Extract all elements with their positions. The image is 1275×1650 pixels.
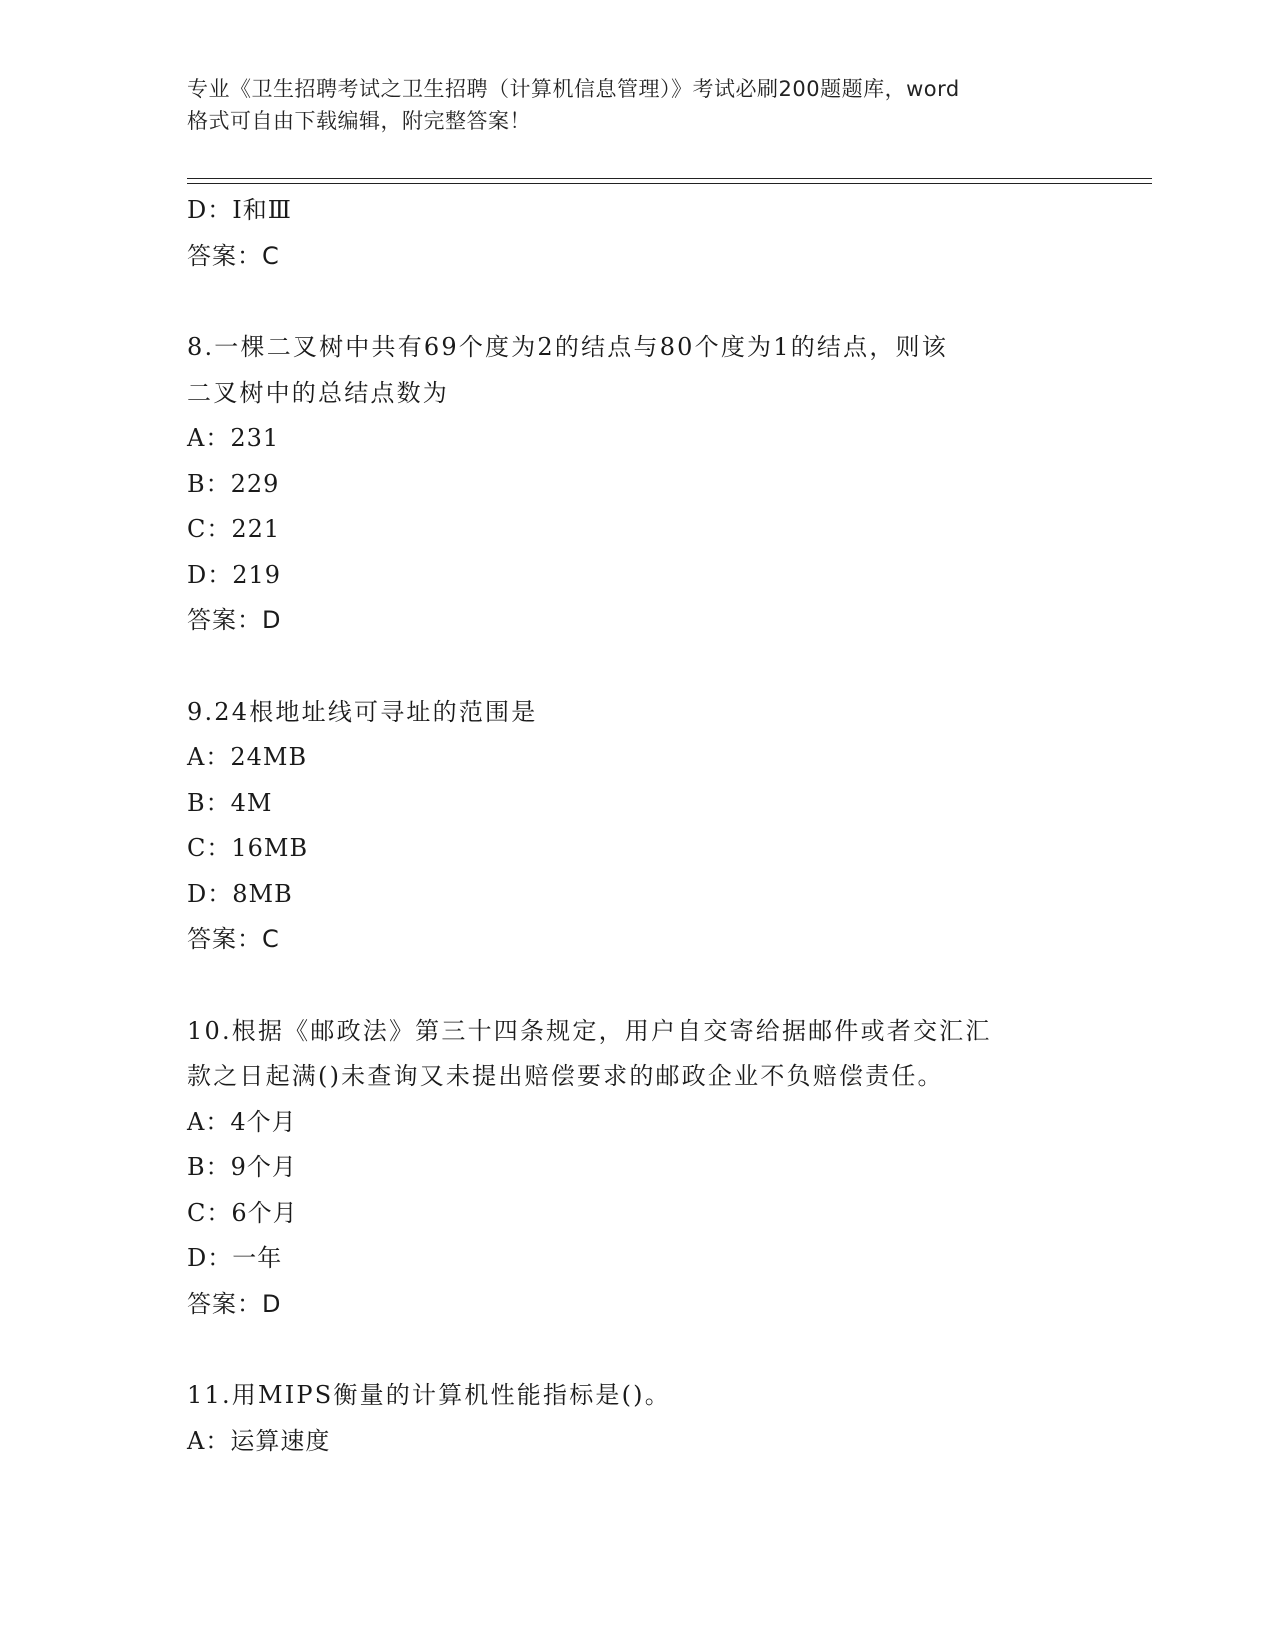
q11-option-a: A：运算速度 (187, 1426, 331, 1455)
q9-option-b: B：4M (187, 788, 273, 817)
header-rule-bottom (187, 183, 1152, 184)
q10-option-b: B：9个月 (187, 1153, 297, 1181)
question-list (187, 188, 1087, 1464)
q10-stem-line-1: 10.根据《邮政法》第三十四条规定，用户自交寄给据邮件或者交汇汇 (187, 1016, 992, 1045)
q8-option-d: D：219 (187, 560, 282, 589)
header-line-2: 格式可自由下载编辑，附完整答案！ (187, 109, 531, 133)
q10-option-d: D：一年 (187, 1244, 283, 1272)
question-9 (187, 690, 1087, 963)
q8-option-b: B：229 (187, 469, 280, 498)
q10-stem-line-2: 款之日起满()未查询又未提出赔偿要求的邮政企业不负赔偿责任。 (187, 1062, 944, 1090)
question-11 (187, 1373, 1087, 1464)
question-8 (187, 325, 1087, 644)
q8-option-c: C：221 (187, 515, 281, 543)
q9-option-c: C：16MB (187, 834, 309, 862)
header-line-1: 专业《卫生招聘考试之卫生招聘（计算机信息管理）》考试必刷200题题库，word (187, 77, 960, 101)
q8-answer: 答案：D (187, 606, 282, 634)
q7-answer: 答案：C (187, 241, 280, 270)
q10-option-a: A：4个月 (187, 1107, 297, 1136)
q7-option-d: D：Ⅰ和Ⅲ (187, 196, 292, 224)
q9-option-a: A：24MB (187, 743, 308, 771)
document-header (187, 73, 1087, 137)
q9-stem-line-1: 9.24根地址线可寻址的范围是 (187, 697, 538, 726)
q9-answer: 答案：C (187, 925, 280, 953)
header-rule-top (187, 178, 1152, 179)
q11-stem-line-1: 11.用MIPS衡量的计算机性能指标是()。 (187, 1381, 671, 1409)
question-10 (187, 1009, 1087, 1328)
q8-stem-line-2: 二叉树中的总结点数为 (187, 378, 449, 407)
q8-stem-line-1: 8.一棵二叉树中共有69个度为2的结点与80个度为1的结点，则该 (187, 333, 948, 361)
q8-option-a: A：231 (187, 424, 280, 452)
q9-option-d: D：8MB (187, 879, 293, 908)
q10-answer: 答案：D (187, 1289, 282, 1318)
q10-option-c: C：6个月 (187, 1198, 298, 1227)
